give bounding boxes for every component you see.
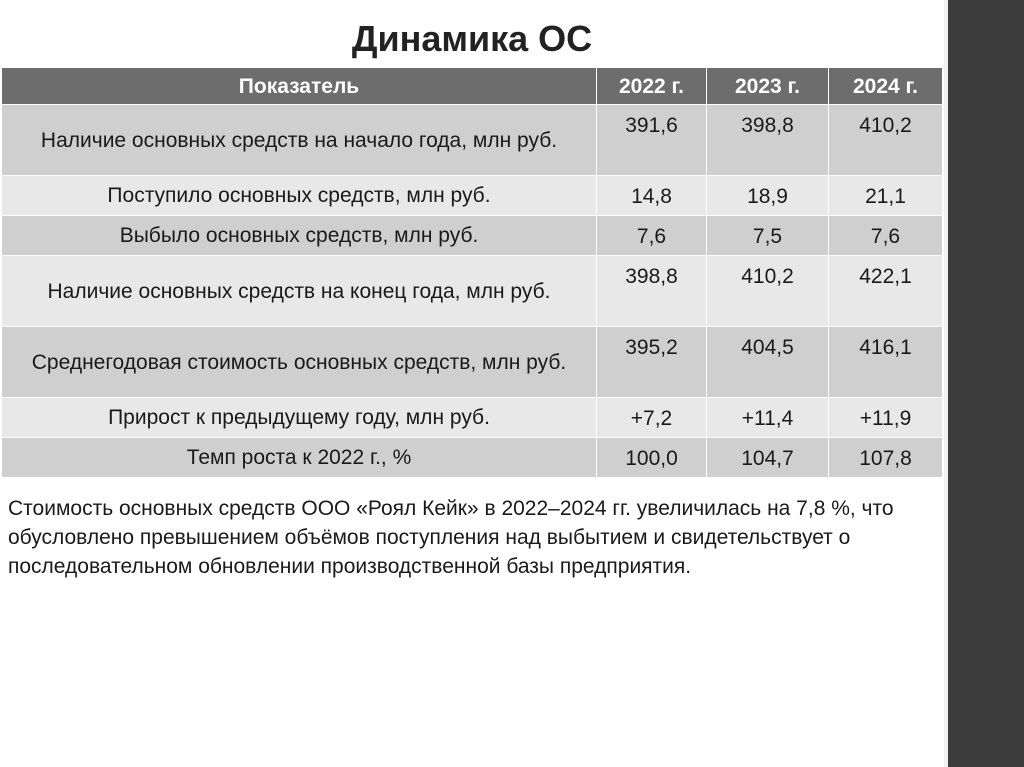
header-indicator: Показатель: [2, 68, 597, 105]
cell-2023: +11,4: [707, 398, 829, 438]
cell-2024: +11,9: [829, 398, 943, 438]
cell-2022: 391,6: [597, 105, 707, 176]
table-row: [2, 256, 943, 327]
slide-title: Динамика ОС: [351, 18, 593, 59]
table-row: [2, 216, 943, 256]
cell-2022: 100,0: [597, 438, 707, 478]
table-row: [2, 327, 943, 398]
row-label: Среднегодовая стоимость основных средств, млн руб.: [2, 327, 597, 398]
table-row: [2, 176, 943, 216]
row-label: Темп роста к 2022 г., %: [2, 438, 597, 478]
side-strip-dark: [948, 0, 1024, 767]
cell-2024: 422,1: [829, 256, 943, 327]
cell-2023: 104,7: [707, 438, 829, 478]
cell-2022: 395,2: [597, 327, 707, 398]
cell-2023: 404,5: [707, 327, 829, 398]
cell-2022: 7,6: [597, 216, 707, 256]
table-row: [2, 398, 943, 438]
cell-2023: 18,9: [707, 176, 829, 216]
table-header-row: [2, 68, 943, 105]
cell-2022: 14,8: [597, 176, 707, 216]
row-label: Наличие основных средств на конец года, млн руб.: [2, 256, 597, 327]
cell-2023: 398,8: [707, 105, 829, 176]
table-row: [2, 105, 943, 176]
row-label: Прирост к предыдущему году, млн руб.: [2, 398, 597, 438]
cell-2024: 410,2: [829, 105, 943, 176]
table-row: [2, 438, 943, 478]
cell-2024: 7,6: [829, 216, 943, 256]
row-label: Наличие основных средств на начало года, млн руб.: [2, 105, 597, 176]
row-label: Выбыло основных средств, млн руб.: [2, 216, 597, 256]
row-label: Поступило основных средств, млн руб.: [2, 176, 597, 216]
cell-2022: +7,2: [597, 398, 707, 438]
cell-2022: 398,8: [597, 256, 707, 327]
cell-2023: 7,5: [707, 216, 829, 256]
cell-2024: 107,8: [829, 438, 943, 478]
header-year-2023: 2023 г.: [707, 68, 829, 105]
conclusion-text: Стоимость основных средств ООО «Роял Кейк» в 2022–2024 гг. увеличилась на 7,8 %, что обусловлено превышением объёмов поступления над выбытием и свидетельствует о последовательном обновлении производственной базы предприятия.: [8, 497, 894, 578]
fixed-assets-table: [1, 67, 943, 478]
cell-2024: 21,1: [829, 176, 943, 216]
cell-2023: 410,2: [707, 256, 829, 327]
cell-2024: 416,1: [829, 327, 943, 398]
header-year-2024: 2024 г.: [829, 68, 943, 105]
header-year-2022: 2022 г.: [597, 68, 707, 105]
